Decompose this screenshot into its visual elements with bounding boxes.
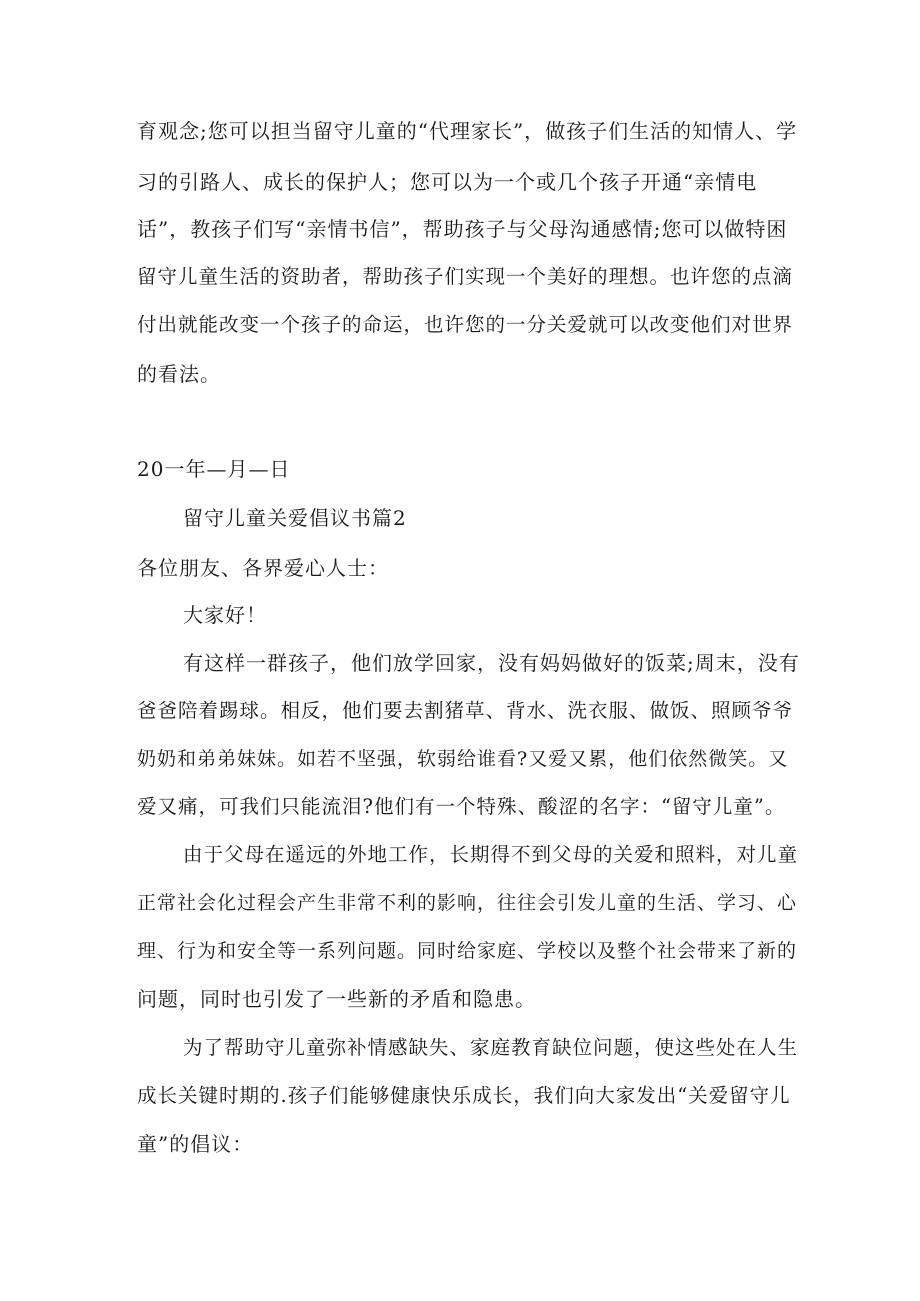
- paragraph-line: 奶奶和弟弟妹妹。如若不坚强，软弱给谁看?又爱又累，他们依然微笑。又: [137, 748, 789, 770]
- text-line: 习的引路人、成长的保护人；您可以为一个或几个孩子开通“亲情电: [137, 170, 758, 194]
- paragraph-line: 爱又痛，可我们只能流泪?他们有一个特殊、酸涩的名字：“留守儿童”。: [137, 795, 786, 818]
- paragraph-line: 正常社会化过程会产生非常不利的影响，往往会引发儿童的生活、学习、心: [137, 892, 798, 914]
- text-line: 留守儿童生活的资助者，帮助孩子们实现一个美好的理想。也许您的点滴: [137, 265, 794, 288]
- text-line: 的看法。: [137, 362, 221, 386]
- paragraph-line: 由于父母在遥远的外地工作，长期得不到父母的关爱和照料，对儿童: [183, 843, 799, 866]
- paragraph-line: 爸爸陪着踢球。相反，他们要去割猪草、背水、洗衣服、做饭、照顾爷爷: [137, 699, 794, 722]
- text-line: 话”，教孩子们写“亲情书信”，帮助孩子与父母沟通感情;您可以做特困: [137, 217, 788, 241]
- section-title: 留守儿童关爱倡议书篇2: [183, 506, 407, 530]
- paragraph-line: 有这样一群孩子，他们放学回家，没有妈妈做好的饭菜;周末，没有: [183, 651, 800, 675]
- paragraph-line: 为了帮助守儿童弥补情感缺失、家庭教育缺位问题，使这些处在人生: [183, 1036, 799, 1059]
- paragraph-line: 成长关键时期的.孩子们能够健康快乐成长，我们向大家发出“关爱留守儿: [137, 1084, 791, 1107]
- greeting: 大家好！: [183, 603, 267, 627]
- text-line: 付出就能改变一个孩子的命运，也许您的一分关爱就可以改变他们对世界: [137, 313, 794, 336]
- date-line: 20一年—月—日: [137, 457, 291, 481]
- paragraph-line: 童”的倡议：: [137, 1132, 254, 1156]
- paragraph-line: 理、行为和安全等一系列问题。同时给家庭、学校以及整个社会带来了新的: [137, 940, 798, 962]
- salutation: 各位朋友、各界爱心人士：: [137, 556, 389, 580]
- paragraph-line: 问题，同时也引发了一些新的矛盾和隐患。: [137, 987, 536, 1011]
- text-line: 育观念;您可以担当留守儿童的“代理家长”，做孩子们生活的知情人、学: [137, 119, 798, 143]
